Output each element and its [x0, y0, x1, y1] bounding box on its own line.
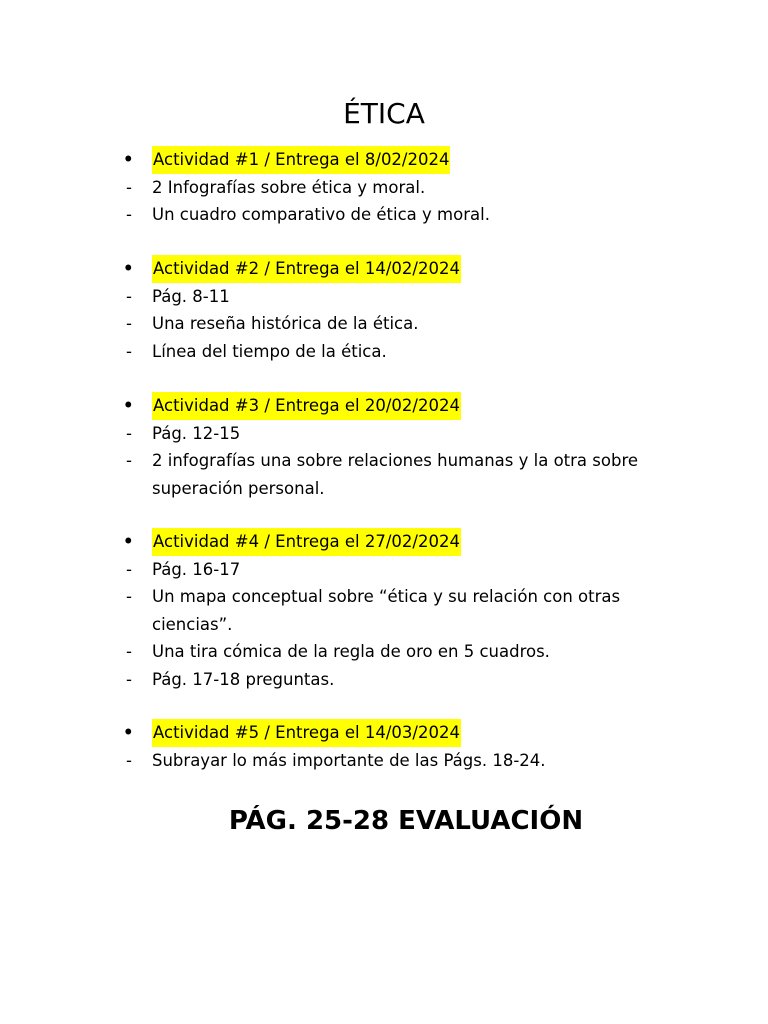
- dash-icon: -: [126, 177, 132, 197]
- activity-header-text: Actividad #4 / Entrega el 27/02/2024: [152, 528, 461, 556]
- dash-icon: -: [126, 669, 132, 689]
- activity-header-text: Actividad #5 / Entrega el 14/03/2024: [152, 719, 461, 747]
- list-item: [0, 201, 768, 229]
- activity-header: [0, 255, 768, 283]
- activity-header: [0, 719, 768, 747]
- activity-header: [0, 146, 768, 174]
- activity-5: [0, 719, 768, 774]
- activity-header-text: Actividad #1 / Entrega el 8/02/2024: [152, 146, 450, 174]
- list-item-text: Subrayar lo más importante de las Págs. 18-24.: [152, 750, 546, 770]
- activity-4: [0, 528, 768, 693]
- dash-icon: -: [126, 341, 132, 361]
- list-item-text: Un mapa conceptual sobre “ética y su relación con otras: [152, 587, 621, 606]
- activity-header-text: Actividad #3 / Entrega el 20/02/2024: [152, 392, 461, 420]
- activity-2: [0, 255, 768, 365]
- activity-header: [0, 528, 768, 556]
- dash-icon: -: [126, 642, 132, 661]
- list-item: [0, 447, 768, 475]
- list-item-text: Una reseña histórica de la ética.: [152, 314, 419, 333]
- list-item-text: Pág. 12-15: [152, 423, 241, 443]
- list-item: [0, 666, 768, 694]
- list-item-text: Una tira cómica de la regla de oro en 5 cuadros.: [152, 642, 550, 661]
- list-item-text: Pág. 16-17: [152, 559, 241, 579]
- list-item: [0, 420, 768, 448]
- bullet-icon: •: [123, 259, 134, 278]
- dash-icon: -: [126, 559, 132, 579]
- list-item-text: Pág. 17-18 preguntas.: [152, 669, 335, 689]
- list-item: [0, 283, 768, 311]
- list-item: [0, 174, 768, 202]
- dash-icon: -: [126, 750, 132, 770]
- dash-icon: -: [126, 451, 132, 470]
- dash-icon: -: [126, 314, 132, 333]
- list-item-text: Línea del tiempo de la ética.: [152, 341, 387, 361]
- dash-icon: -: [126, 423, 132, 443]
- list-item: [0, 338, 768, 366]
- evaluation-heading: PÁG. 25-28 EVALUACIÓN: [228, 806, 584, 836]
- list-item-text: superación personal.: [152, 478, 325, 498]
- list-item: [0, 310, 768, 338]
- list-item-text: 2 infografías una sobre relaciones humanas y la otra sobre: [152, 451, 639, 470]
- activity-header-text: Actividad #2 / Entrega el 14/02/2024: [152, 255, 461, 283]
- list-item: [0, 747, 768, 775]
- bullet-icon: •: [123, 532, 134, 551]
- dash-icon: -: [126, 286, 132, 306]
- activity-3: [0, 392, 768, 502]
- list-item-text: Pág. 8-11: [152, 286, 230, 306]
- list-item-text: 2 Infografías sobre ética y moral.: [152, 177, 426, 197]
- bullet-icon: •: [123, 150, 134, 169]
- list-item-text: ciencias”.: [152, 614, 233, 634]
- activity-header: [0, 392, 768, 420]
- list-item-continuation: [0, 611, 768, 639]
- dash-icon: -: [126, 205, 132, 224]
- dash-icon: -: [126, 587, 132, 606]
- document-title: ÉTICA: [343, 97, 425, 130]
- list-item-continuation: [0, 475, 768, 503]
- activity-1: [0, 146, 768, 229]
- list-item-text: Un cuadro comparativo de ética y moral.: [152, 205, 490, 224]
- list-item: [0, 638, 768, 666]
- list-item: [0, 583, 768, 611]
- bullet-icon: •: [123, 723, 134, 742]
- bullet-icon: •: [123, 396, 134, 415]
- list-item: [0, 556, 768, 584]
